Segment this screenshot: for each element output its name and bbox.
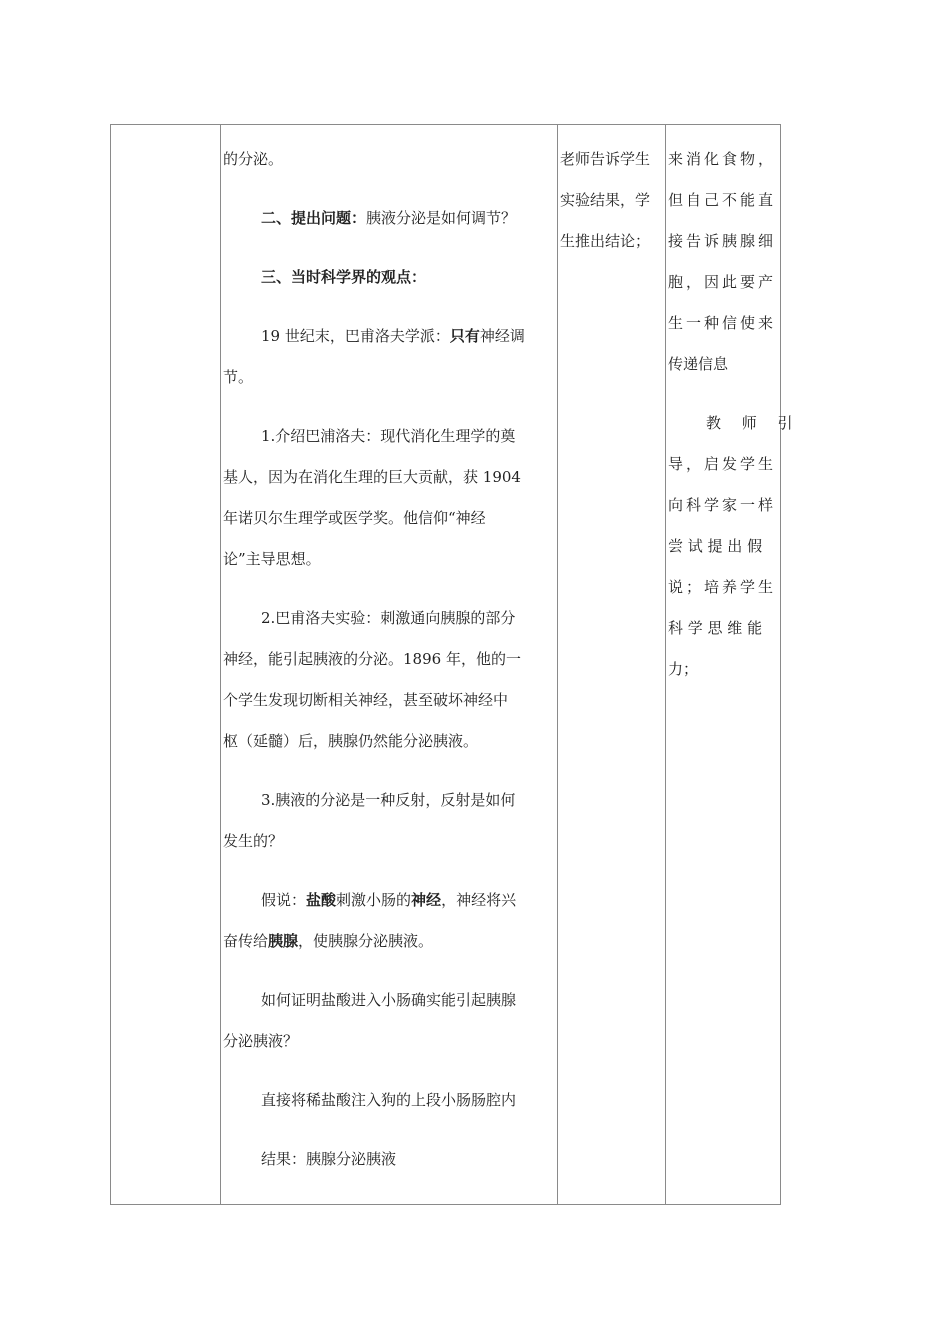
intent-line: 科 学 思 维 能 bbox=[668, 619, 763, 637]
item-1-line: 基人，因为在消化生理的巨大贡献，获 1904 bbox=[223, 468, 521, 486]
intent-line: 接告诉胰腺细 bbox=[668, 232, 777, 250]
intent-line: 导，启发学生 bbox=[668, 455, 777, 473]
content-line: 的分泌。 bbox=[223, 150, 284, 168]
lesson-table bbox=[110, 124, 801, 1205]
intent-line: 但自己不能直 bbox=[668, 191, 777, 209]
item-1-line: 论”主导思想。 bbox=[223, 550, 321, 568]
design-intent-column bbox=[666, 125, 801, 1204]
intent-line: 来消化食物， bbox=[668, 150, 777, 168]
content-line: 节。 bbox=[223, 368, 254, 386]
item-3-line: 发生的？ bbox=[223, 832, 284, 850]
viewpoint-heading: 三、当时科学界的观点： bbox=[261, 268, 427, 286]
result-line: 结果：胰腺分泌胰液 bbox=[261, 1150, 397, 1168]
item-1-line: 1.介绍巴浦洛夫：现代消化生理学的奠 bbox=[261, 427, 516, 445]
activity-line: 实验结果，学 bbox=[560, 191, 651, 209]
intent-line: 力； bbox=[668, 660, 699, 678]
table-column-1 bbox=[111, 125, 221, 1204]
design-intent-text bbox=[666, 139, 801, 690]
intent-line: 教 师 引 bbox=[706, 414, 801, 432]
item-1-line: 年诺贝尔生理学或医学奖。他信仰“神经 bbox=[223, 509, 486, 527]
activity-line: 生推出结论； bbox=[560, 232, 651, 250]
experiment-line: 直接将稀盐酸注入狗的上段小肠肠腔内 bbox=[261, 1091, 517, 1109]
teacher-activity-column bbox=[558, 125, 666, 1204]
item-2-line: 个学生发现切断相关神经，甚至破坏神经中 bbox=[223, 691, 509, 709]
intent-line: 生一种信使来 bbox=[668, 314, 777, 332]
hypothesis-line: 奋传给胰腺，使胰腺分泌胰液。 bbox=[223, 932, 434, 950]
item-3-line: 3.胰液的分泌是一种反射，反射是如何 bbox=[261, 791, 516, 809]
prove-question-line: 分泌胰液？ bbox=[223, 1032, 299, 1050]
prove-question-line: 如何证明盐酸进入小肠确实能引起胰腺 bbox=[261, 991, 517, 1009]
intent-line: 尝 试 提 出 假 bbox=[668, 537, 763, 555]
intent-line: 传递信息 bbox=[668, 355, 729, 373]
item-2-line: 枢（延髓）后，胰腺仍然能分泌胰液。 bbox=[223, 732, 479, 750]
intent-line: 胞，因此要产 bbox=[668, 273, 777, 291]
teaching-content-text bbox=[221, 139, 525, 1180]
teaching-content-column bbox=[221, 125, 558, 1204]
hypothesis-line: 假说：盐酸刺激小肠的神经，神经将兴 bbox=[261, 891, 517, 909]
question-heading: 二、提出问题：胰液分泌是如何调节？ bbox=[261, 209, 517, 227]
item-2-line: 2.巴甫洛夫实验：刺激通向胰腺的部分 bbox=[261, 609, 516, 627]
intent-line: 向科学家一样 bbox=[668, 496, 777, 514]
intent-line: 说；培养学生 bbox=[668, 578, 777, 596]
teacher-activity-text bbox=[558, 139, 650, 262]
activity-line: 老师告诉学生 bbox=[560, 150, 651, 168]
paragraph-19th-century: 19 世纪末，巴甫洛夫学派：只有神经调 bbox=[261, 327, 525, 345]
item-2-line: 神经，能引起胰液的分泌。1896 年，他的一 bbox=[223, 650, 521, 668]
